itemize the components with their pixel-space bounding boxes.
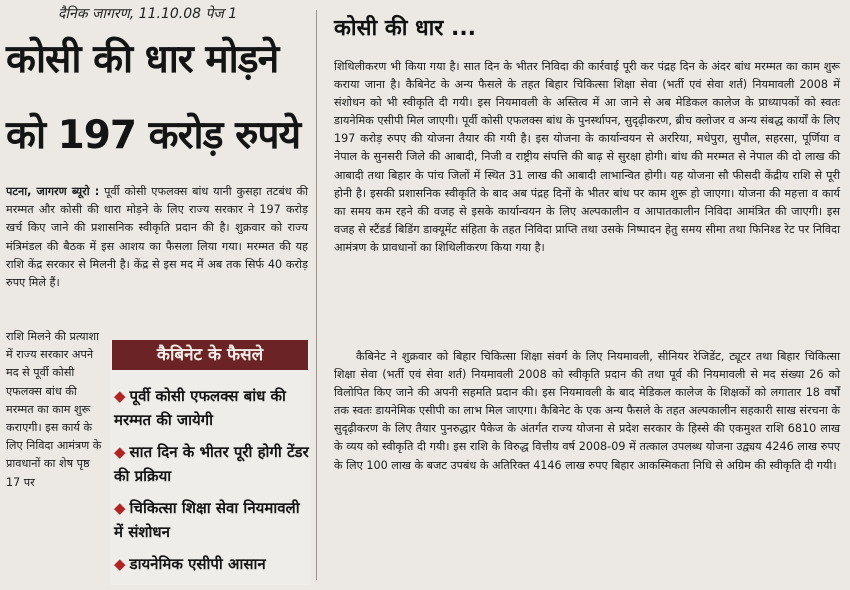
bullet-icon: ◆	[114, 387, 126, 405]
main-story-column	[0, 0, 312, 590]
bullet-icon: ◆	[114, 555, 126, 573]
lead-text: पूर्वी कोसी एफलक्स बांध यानी कुसहा तटबंध की मरम्मत और कोसी की धारा मोड़ने के लिए राज्य सरकार ने 197 करोड़ खर्च किए जाने की प्रशासनिक स्वीकृति प्रदान की है। शुक्रवार को राज्य मंत्रिमंडल की बैठक में इस आशय का फैसला लिया गया। मरम्मत की यह राशि केंद्र सरकार से मिलनी है। केंद्र से इस मद में अब तक सिर्फ 40 करोड़ रुपए मिले हैं।	[6, 185, 308, 290]
headline-line-1: कोसी की धार मोड़ने	[6, 37, 279, 82]
box-item	[114, 496, 310, 544]
masthead-handwritten: दैनिक जागरण, 11.10.08 पेज 1	[58, 6, 238, 22]
box-item-text: पूर्वी कोसी एफलक्स बांध की मरम्मत की जायेगी	[114, 387, 286, 429]
bullet-icon: ◆	[114, 443, 126, 461]
bullet-icon: ◆	[114, 499, 126, 517]
column-divider	[316, 10, 317, 580]
box-item	[114, 384, 310, 432]
box-item	[114, 552, 310, 576]
lead-continuation: राशि मिलने की प्रत्याशा में राज्य सरकार अपने मद से पूर्वी कोसी एफलक्स बांध की मरम्मत का काम शुरू कराएगी। इस कार्य के लिए निविदा आमंत्रण के प्रावधानों का शेष पृष्ठ 17 पर	[6, 330, 102, 489]
continued-paragraph-1: शिथिलीकरण भी किया गया है। सात दिन के भीतर निविदा की कार्रवाई पूरी कर पंद्रह दिन के अंदर बांध मरम्मत का काम शुरू कराया जाना है। कैबिनेट के अन्य फैसले के तहत बिहार चिकित्सा शिक्षा सेवा (भर्ती एवं सेवा शर्त) नियमावली 2008 में संशोधन को भी स्वीकृति दी गयी। इस नियमावली के अस्तित्व में आ जाने से अब मेडिकल कालेज के प्राध्यापकों को स्वतः डायनेमिक एसीपी मिल जाएगी। पूर्वी कोसी एफलक्स बांध के पुनर्स्थापन, सुदृढ़ीकरण, ब्रीच क्लोजर व अन्य संबद्ध कार्यों के लिए 197 करोड़ रुपए की योजना तैयार की गयी है। इस योजना के कार्यान्वयन से अररिया, मधेपुरा, सुपौल, सहरसा, पूर्णिया व नेपाल के सुनसरी जिले की आबादी, निजी व राष्ट्रीय संपत्ति की बाढ़ से सुरक्षा होगी। बांध की मरम्मत से नेपाल की दो लाख की आबादी तथा बिहार के पांच जिलों में स्थित 31 लाख की आबादी लाभान्वित होगी। यह योजना सौ फीसदी केंद्रीय राशि से पूरी होनी है। इसकी प्रशासनिक स्वीकृति के बाद अब पंद्रह दिनों के भीतर बांध पर काम शुरू हो जाएगा। योजना की महत्ता व कार्य का समय कम रहने की वजह से इसके कार्यान्वयन के लिए अल्पकालीन व आपातकालीन निविदा आमंत्रित की जाएगी। इस वजह से स्टैंडर्ड बिडिंग डाक्यूमेंट संहिता के तहत निविदा प्राप्ति तथा उसके निष्पादन हेतु समय सीमा तथा फिनिश्ड रेट पर निविदा आमंत्रण के प्रावधानों का शिथिलीकरण किया गया है।	[334, 60, 840, 254]
continued-paragraph-2: कैबिनेट ने शुक्रवार को बिहार चिकित्सा शिक्षा संवर्ग के लिए नियमावली, सीनियर रेजिडेंट, ट्यूटर तथा बिहार चिकित्सा शिक्षा सेवा (भर्ती एवं सेवा शर्त) नियमावली 2008 को स्वीकृति प्रदान की तथा पूर्व की नियमावली से मद संख्या 26 को विलोपित किए जाने की अपनी सहमति प्रदान की। इस नियमावली के बाद मेडिकल कालेज के शिक्षकों को लगातार 18 वर्षों तक स्वतः डायनेमिक एसीपी का लाभ मिल जाएगा। कैबिनेट के एक अन्य फैसले के तहत अल्पकालीन सहकारी साख संरचना के सुदृढ़ीकरण के लिए तैयार पुनरुद्धार पैकेज के अंतर्गत राज्य योजना से प्रदेश सरकार के हिस्से की एकमुश्त राशि 6810 लाख के व्यय को स्वीकृति दी गयी। इस राशि के विरुद्ध वित्तीय वर्ष 2008-09 में तत्काल उपलब्ध योजना उद्व्यय 4246 लाख रुपए के लिए 100 लाख के बजट उपबंध के अतिरिक्त 4146 लाख रुपए बिहार आकस्मिकता निधि से अग्रिम की स्वीकृति दी गयी।	[334, 350, 840, 472]
box-item	[114, 440, 310, 488]
box-title: कैबिनेट के फैसले	[112, 340, 308, 370]
dateline: पटना, जागरण ब्यूरो :	[6, 185, 100, 198]
lead-paragraph	[6, 183, 308, 292]
box-item-text: सात दिन के भीतर पूरी होगी टेंडर की प्रक्रिया	[114, 443, 309, 485]
box-item-text: चिकित्सा शिक्षा सेवा नियमावली में संशोधन	[114, 499, 300, 541]
cabinet-decisions-box	[110, 340, 310, 585]
box-item-text: डायनेमिक एसीपी आसान	[129, 555, 266, 573]
continued-heading: कोसी की धार ...	[334, 16, 477, 41]
headline-line-2: को 197 करोड़ रुपये	[6, 113, 301, 158]
